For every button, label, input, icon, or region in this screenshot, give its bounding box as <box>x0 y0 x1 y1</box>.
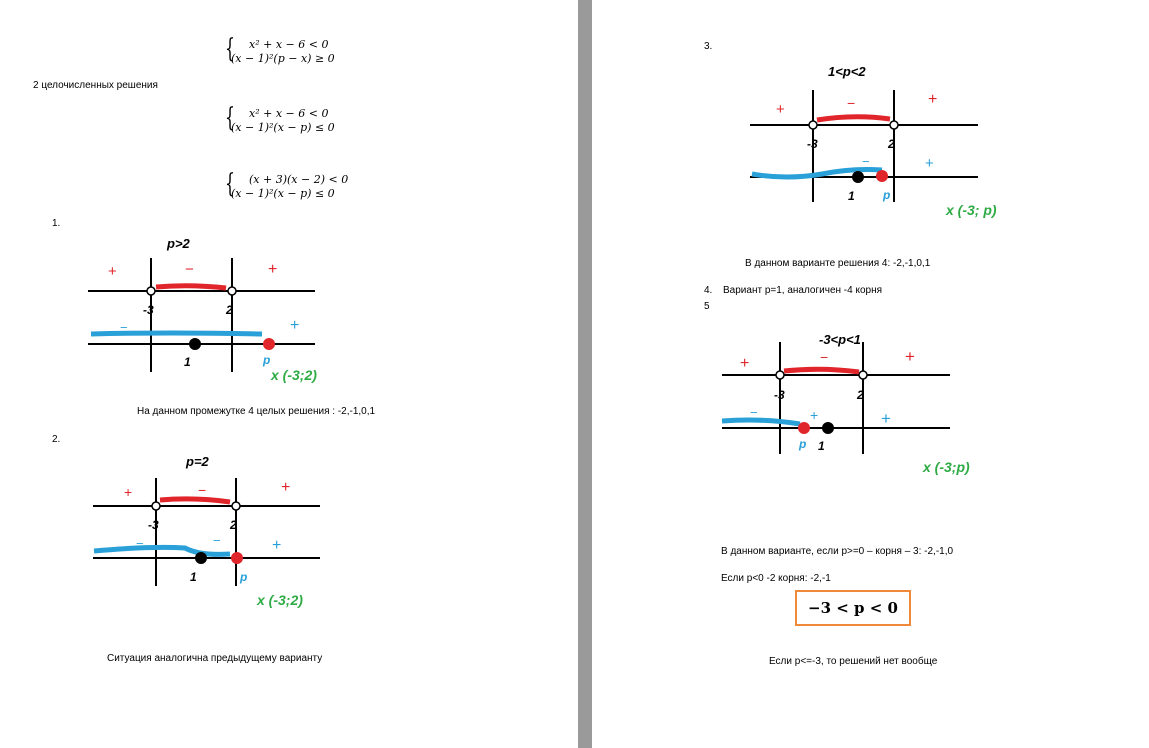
point-1 <box>189 338 201 350</box>
case-5-answer: x (-3;p) <box>923 459 970 475</box>
open-point-2 <box>890 121 898 129</box>
label-minus3: -3 <box>774 388 785 402</box>
point-p <box>263 338 275 350</box>
sign-plus-lower: + <box>881 409 891 428</box>
sign-plus-left: + <box>740 355 750 372</box>
red-highlight <box>156 286 226 288</box>
open-point-2 <box>232 502 240 510</box>
case-2-note: Ситуация аналогична предыдущему варианту <box>107 653 323 664</box>
sign-plus-right: + <box>928 91 938 108</box>
point-1 <box>195 552 207 564</box>
case-5-note-3: Если p<=-3, то решений нет вообще <box>769 656 938 667</box>
case-2-answer: x (-3;2) <box>257 592 303 608</box>
point-p <box>798 422 810 434</box>
sign-minus-mid: − <box>185 261 194 278</box>
case-2-number: 2. <box>52 434 61 445</box>
point-1 <box>822 422 834 434</box>
case-1-number: 1. <box>52 218 61 229</box>
sign-minus-mid: − <box>198 482 207 498</box>
case-3-number: 3. <box>704 41 713 52</box>
blue-highlight <box>722 420 800 424</box>
point-p <box>231 552 243 564</box>
label-minus3: -3 <box>807 137 818 151</box>
case-5-condition: -3<p<1 <box>819 332 861 347</box>
blue-highlight <box>91 333 262 334</box>
sign-plus-right: + <box>268 261 278 278</box>
label-p: p <box>883 188 891 202</box>
sign-minus-lower: − <box>862 154 870 169</box>
open-point-2 <box>228 287 236 295</box>
sign-plus-left: + <box>124 484 133 500</box>
label-2: 2 <box>226 303 233 317</box>
sign-minus-lower-2: − <box>213 533 221 548</box>
label-p: p <box>799 437 807 451</box>
sign-minus-mid: − <box>847 95 856 111</box>
label-1: 1 <box>848 189 855 203</box>
sign-plus-left: + <box>108 263 117 280</box>
system-brace: { <box>225 169 235 199</box>
case-3-condition: 1<p<2 <box>828 64 866 79</box>
case-3-answer: x (-3; p) <box>946 202 997 218</box>
point-1 <box>852 171 864 183</box>
sign-minus-lower: − <box>120 320 128 335</box>
sign-plus-right: + <box>905 347 915 366</box>
label-1: 1 <box>818 439 825 453</box>
red-highlight <box>784 369 859 372</box>
case-4-text: Вариант p=1, аналогичен -4 корня <box>723 285 883 296</box>
blue-highlight <box>94 547 230 554</box>
sign-plus-lower-mid: + <box>810 407 819 423</box>
sign-plus-lower: + <box>272 537 282 554</box>
open-point-minus3 <box>152 502 160 510</box>
system-brace: { <box>225 34 235 64</box>
sign-plus-lower: + <box>290 317 300 334</box>
sign-plus-right: + <box>281 479 291 496</box>
page-gutter <box>578 0 592 748</box>
sign-plus-left: + <box>776 101 785 118</box>
system-3-line-2: (x − 1)²(x − p) ≤ 0 <box>231 187 335 200</box>
system-1-line-2: (x − 1)²(p − x) ≥ 0 <box>231 52 335 65</box>
case-3-note: В данном варианте решения 4: -2,-1,0,1 <box>745 258 931 269</box>
case-5-number: 5 <box>704 301 710 312</box>
open-point-minus3 <box>147 287 155 295</box>
case-2-condition: p=2 <box>186 454 209 469</box>
system-2-line-2: (x − 1)²(x − p) ≤ 0 <box>231 121 335 134</box>
open-point-minus3 <box>809 121 817 129</box>
open-point-minus3 <box>776 371 784 379</box>
label-1: 1 <box>190 570 197 584</box>
red-highlight <box>817 117 890 120</box>
label-minus3: -3 <box>148 518 159 532</box>
case-3-diagram <box>592 0 1149 748</box>
open-point-2 <box>859 371 867 379</box>
label-2: 2 <box>888 137 895 151</box>
case-4-number: 4. <box>704 285 713 296</box>
case-1-condition: p>2 <box>167 236 190 251</box>
case-5-note-2: Если p<0 -2 корня: -2,-1 <box>721 573 831 584</box>
case-5-note-1: В данном варианте, если p>=0 – корня – 3: -2,-1,0 <box>721 546 954 557</box>
label-p: p <box>263 353 271 367</box>
sign-plus-lower: + <box>925 155 934 172</box>
label-2: 2 <box>230 518 237 532</box>
sign-minus-lower: − <box>750 405 758 420</box>
case-1-note: На данном промежутке 4 целых решения : -2,-1,0,1 <box>137 406 376 417</box>
label-minus3: -3 <box>143 303 154 317</box>
case-1-answer: x (-3;2) <box>271 367 317 383</box>
label-2: 2 <box>857 388 864 402</box>
intro-text: 2 целочисленных решения <box>33 80 158 91</box>
label-p: p <box>240 570 248 584</box>
sign-minus-mid: − <box>820 349 829 365</box>
document-page-right <box>592 0 1149 748</box>
system-3-line-1: (x + 3)(x − 2) < 0 <box>249 173 349 186</box>
sign-minus-lower: − <box>136 536 144 551</box>
red-highlight <box>160 499 230 502</box>
system-brace: { <box>225 103 235 133</box>
boxed-answer: −3 < p < 0 <box>795 590 911 626</box>
point-p <box>876 170 888 182</box>
system-1-line-1: x² + x − 6 < 0 <box>249 38 329 51</box>
label-1: 1 <box>184 355 191 369</box>
system-2-line-1: x² + x − 6 < 0 <box>249 107 329 120</box>
